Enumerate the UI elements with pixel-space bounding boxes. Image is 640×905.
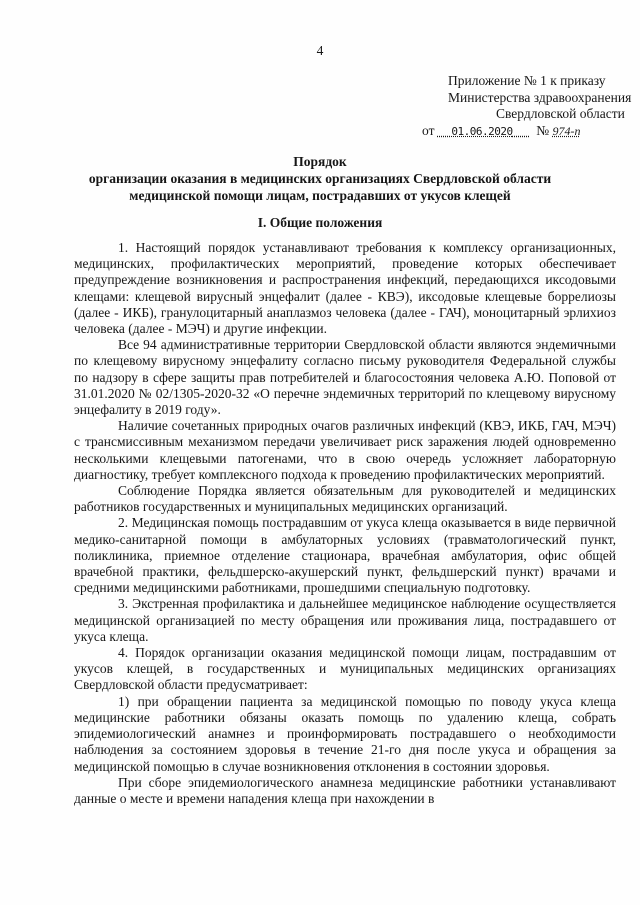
- paragraph-8: 1) при обращении пациента за медицинской помощью по поводу укуса клеща медицинские работники обязаны оказать помощь по удалению клеща, собрать эпидемиологический анамнез и проинформировать пострадавшего о необходимости наблюдения за состоянием здоровья в течение 21-го дня после укуса и обращения за медицинской помощью в случае возникновения отклонения в состоянии здоровья.: [74, 693, 616, 774]
- paragraph-3: Наличие сочетанных природных очагов различных инфекций (КВЭ, ИКБ, ГАЧ, МЭЧ) с трансмиссивным механизмом передачи увеличивает риск заражения людей одновременно несколькими клещевыми патогенами, что в свою очередь усложняет лабораторную диагностику, требует комплексного подхода к проведению профилактических мероприятий.: [74, 418, 616, 482]
- paragraph-2: Все 94 административные территории Свердловской области являются эндемичными по клещевому вирусному энцефалиту согласно письму руководителя Федеральной службы по надзору в сфере защиты прав потребителей и благосостояния человека А.Ю. Поповой от 31.01.2020 № 02/1305-2020-32 «О перечне эндемичных территорий по клещевому вирусному энцефалиту в 2019 году».: [74, 337, 616, 418]
- paragraph-7: 4. Порядок организации оказания медицинской помощи лицам, пострадавшим от укусов клещей, в государственных и муниципальных медицинских организациях Свердловской области предусматривает:: [74, 645, 616, 693]
- from-label: от: [422, 122, 435, 138]
- paragraph-9: При сборе эпидемиологического анамнеза медицинские работники устанавливают данные о месте и времени нападения клеща при нахождении в: [74, 774, 616, 806]
- paragraph-6: 3. Экстренная профилактика и дальнейшее медицинское наблюдение осуществляется медицинской организацией по месту обращения или проживания лица, пострадавшего от укуса клеща.: [74, 596, 616, 644]
- appendix-line-2: Министерства здравоохранения: [448, 89, 632, 105]
- document-body: [74, 240, 616, 807]
- section-heading: I. Общие положения: [257, 215, 383, 230]
- order-date: 01.06.2020: [451, 124, 513, 138]
- order-number: 974-п: [552, 123, 581, 138]
- paragraph-1: 1. Настоящий порядок устанавливают требования к комплексу организационных, медицинских, профилактических мероприятий, проведение которых обеспечивает предупреждение возникновения и распространения инфекций, передающихся иксодовыми клещами: клещевой вирусный энцефалит (далее - КВЭ), иксодовые клещевые боррелиозы (далее - ИКБ), гранулоцитарный анаплазмоз человека (далее - ГАЧ), моноцитарный эрлихиоз человека (далее - МЭЧ) и другие инфекции.: [74, 240, 616, 337]
- page-number: 4: [316, 43, 324, 58]
- title-line-2: организации оказания в медицинских организациях Свердловской области: [88, 171, 552, 186]
- paragraph-5: 2. Медицинская помощь пострадавшим от укуса клеща оказывается в виде первичной медико-санитарной помощи в амбулаторных условиях (травматологический пункт, поликлиника, приемное отделение стационара, врачебная амбулатория, офис общей врачебной практики, фельдшерско-акушерский пункт, фельдшерский пункт) врачами и средними медицинскими работниками, прошедшими специальную подготовку.: [74, 515, 616, 596]
- appendix-line-1: Приложение № 1 к приказу: [448, 73, 606, 88]
- title-line-1: Порядок: [293, 154, 347, 169]
- paragraph-4: Соблюдение Порядка является обязательным для руководителей и медицинских работников государственных и муниципальных медицинских организаций.: [74, 483, 616, 515]
- title-line-3: медицинской помощи лицам, пострадавших от укусов клещей: [129, 188, 511, 203]
- number-label: №: [536, 122, 550, 138]
- appendix-block: [422, 73, 632, 140]
- appendix-date-line: [422, 123, 631, 141]
- appendix-line-3: Свердловской области: [496, 106, 625, 121]
- document-title: [0, 153, 640, 204]
